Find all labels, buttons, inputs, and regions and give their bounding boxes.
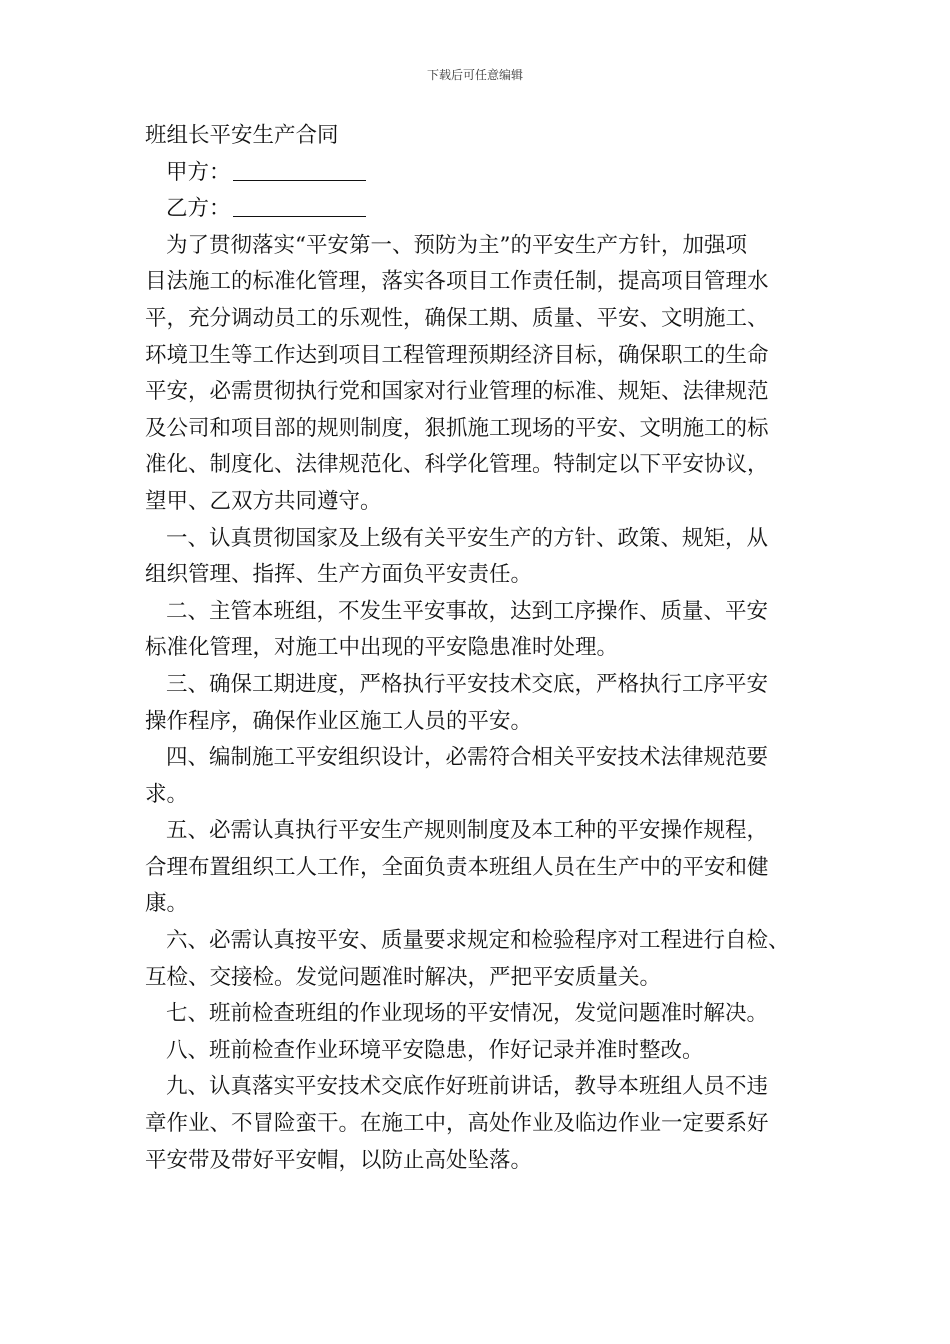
text-line: 平安，必需贯彻执行党和国家对行业管理的标准、规矩、法律规范 bbox=[145, 379, 769, 405]
text-line: 八、班前检查作业环境平安隐患，作好记录并准时整改。 bbox=[166, 1037, 704, 1063]
contract-clauses bbox=[145, 228, 825, 1179]
text-line: 五、必需认真执行平安生产规则制度及本工种的平安操作规程， bbox=[166, 818, 769, 844]
party-a-blank[interactable] bbox=[233, 156, 366, 181]
document-title: 班组长平安生产合同 bbox=[145, 123, 339, 148]
page-header: 下载后可任意编辑 bbox=[426, 68, 523, 82]
text-line: 为了贯彻落实“平安第一、预防为主”的平安生产方针，加强项 bbox=[166, 232, 747, 258]
party-b-label: 乙方： bbox=[166, 196, 231, 222]
text-line: 准化、制度化、法律规范化、科学化管理。特制定以下平安协议， bbox=[145, 452, 769, 478]
text-line: 康。 bbox=[145, 891, 189, 917]
text-line: 平，充分调动员工的乐观性，确保工期、质量、平安、文明施工、 bbox=[145, 305, 769, 331]
document-body bbox=[145, 118, 825, 1179]
text-line: 目法施工的标准化管理，落实各项目工作责任制，提高项目管理水 bbox=[145, 269, 769, 295]
party-b-line bbox=[145, 191, 825, 228]
text-line: 望甲、乙双方共同遵守。 bbox=[145, 488, 382, 514]
text-line: 求。 bbox=[145, 781, 189, 807]
party-a-line bbox=[145, 155, 825, 192]
text-line: 三、确保工期进度，严格执行平安技术交底，严格执行工序平安 bbox=[166, 671, 769, 697]
text-line: 组织管理、指挥、生产方面负平安责任。 bbox=[145, 562, 533, 588]
text-line: 九、认真落实平安技术交底作好班前讲话，教导本班组人员不违 bbox=[166, 1074, 769, 1100]
text-line: 一、认真贯彻国家及上级有关平安生产的方针、政策、规矩，从 bbox=[166, 525, 769, 551]
text-line: 七、班前检查班组的作业现场的平安情况，发觉问题准时解决。 bbox=[166, 1001, 769, 1027]
text-line: 四、编制施工平安组织设计，必需符合相关平安技术法律规范要 bbox=[166, 745, 769, 771]
text-line: 环境卫生等工作达到项目工程管理预期经济目标，确保职工的生命 bbox=[145, 342, 769, 368]
text-line: 章作业、不冒险蛮干。在施工中，高处作业及临边作业一定要系好 bbox=[145, 1111, 769, 1137]
text-line: 合理布置组织工人工作，全面负责本班组人员在生产中的平安和健 bbox=[145, 854, 769, 880]
text-line: 平安带及带好平安帽，以防止高处坠落。 bbox=[145, 1147, 533, 1173]
text-line: 标准化管理，对施工中出现的平安隐患准时处理。 bbox=[145, 635, 619, 661]
text-line: 互检、交接检。发觉问题准时解决，严把平安质量关。 bbox=[145, 964, 662, 990]
text-line: 及公司和项目部的规则制度，狠抓施工现场的平安、文明施工的标 bbox=[145, 415, 769, 441]
party-a-label: 甲方： bbox=[166, 159, 231, 185]
text-line: 六、必需认真按平安、质量要求规定和检验程序对工程进行自检、 bbox=[166, 928, 790, 954]
text-line: 二、主管本班组，不发生平安事故，达到工序操作、质量、平安 bbox=[166, 598, 769, 624]
party-b-blank[interactable] bbox=[233, 192, 366, 217]
text-line: 操作程序，确保作业区施工人员的平安。 bbox=[145, 708, 533, 734]
